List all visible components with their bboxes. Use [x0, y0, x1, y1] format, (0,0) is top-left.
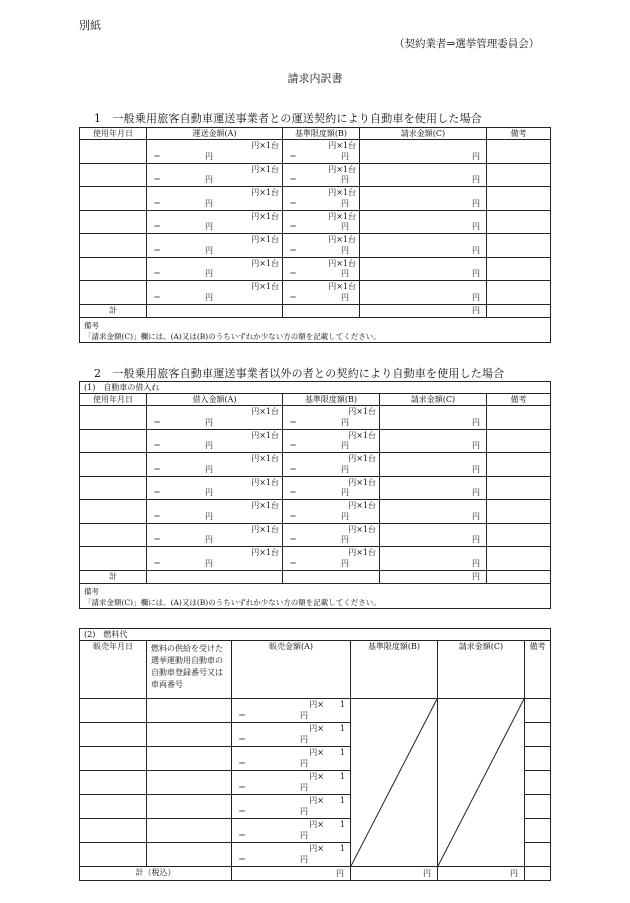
yen-label: 円	[341, 269, 349, 278]
remarks-cell[interactable]	[487, 163, 551, 187]
table-row	[80, 257, 551, 281]
equals-sign: ＝	[289, 441, 297, 450]
rate-label: 円×1台	[348, 407, 376, 416]
equals-sign: ＝	[153, 488, 161, 497]
yen-label: 円	[300, 735, 308, 744]
vehicle-number-cell[interactable]	[147, 699, 232, 723]
remarks-cell[interactable]	[525, 795, 551, 819]
rate-label: 円×1台	[251, 282, 279, 291]
equals-sign: ＝	[289, 488, 297, 497]
header-remarks: 備考	[487, 394, 551, 406]
remarks-cell[interactable]	[525, 843, 551, 867]
rate-label: 円× 1	[309, 772, 345, 781]
rate-label: 円×1台	[328, 282, 356, 291]
yen-label: 円	[205, 175, 213, 184]
equals-sign: ＝	[238, 735, 246, 744]
sale-amount-a-cell[interactable]	[232, 819, 351, 843]
rate-label: 円×1台	[328, 141, 356, 150]
date-cell[interactable]	[80, 187, 147, 211]
total-claim-c[interactable]	[380, 570, 487, 583]
header-remarks: 備考	[525, 641, 551, 699]
date-cell[interactable]	[80, 140, 147, 164]
equals-sign: ＝	[153, 269, 161, 278]
yen-label: 円	[300, 783, 308, 792]
header-limit-b: 基準限度額(B)	[351, 641, 438, 699]
equals-sign: ＝	[153, 175, 161, 184]
equals-sign: ＝	[238, 711, 246, 720]
section1-table	[79, 127, 551, 343]
section1-header-row	[80, 128, 551, 140]
note-title: 備考	[84, 320, 99, 330]
remarks-cell[interactable]	[487, 406, 551, 430]
amount-a-cell[interactable]	[147, 210, 283, 234]
claim-c-cell[interactable]	[360, 163, 487, 187]
yen-label: 円	[205, 245, 213, 255]
claim-c-cell[interactable]	[380, 406, 487, 430]
total-remarks[interactable]	[487, 304, 551, 317]
yen-label: 円	[205, 198, 213, 208]
limit-b-cell[interactable]	[283, 429, 380, 453]
yen-label: 円	[205, 441, 213, 450]
rate-label: 円×1台	[348, 477, 376, 487]
amount-a-cell[interactable]	[147, 523, 283, 547]
rate-label: 円×1台	[251, 211, 279, 221]
amount-a-cell[interactable]	[147, 257, 283, 281]
rate-label: 円×1台	[348, 524, 376, 534]
header-amount-a: 借入金額(A)	[147, 394, 283, 406]
yen-label: 円	[472, 558, 480, 568]
section2-1-label: (1) 自動車の借入れ	[80, 382, 551, 394]
claim-c-cell[interactable]	[380, 453, 487, 477]
equals-sign: ＝	[153, 151, 161, 161]
sale-date-cell[interactable]	[80, 699, 147, 723]
equals-sign: ＝	[153, 441, 161, 450]
equals-sign: ＝	[289, 269, 297, 278]
sale-amount-a-cell[interactable]	[232, 771, 351, 795]
total-row	[80, 570, 551, 583]
yen-label: 円	[423, 869, 431, 878]
remarks-cell[interactable]	[487, 187, 551, 211]
limit-b-cell[interactable]	[283, 234, 360, 258]
section2-2-header-row	[80, 641, 551, 699]
yen-label: 円	[341, 222, 349, 231]
total-remarks[interactable]	[487, 570, 551, 583]
header-vehicle-number: 燃料の供給を受けた選挙運動用自動車の自動車登録番号又は車両番号	[147, 641, 232, 699]
rate-label: 円×1台	[328, 211, 356, 221]
rate-label: 円×1台	[328, 258, 356, 268]
yen-label: 円	[341, 511, 349, 521]
vehicle-number-cell[interactable]	[147, 723, 232, 747]
equals-sign: ＝	[153, 222, 161, 231]
rate-label: 円× 1	[309, 844, 345, 853]
sale-date-cell[interactable]	[80, 723, 147, 747]
header-amount-a: 運送金額(A)	[147, 128, 283, 140]
limit-b-cell[interactable]	[283, 163, 360, 187]
remarks-cell[interactable]	[487, 523, 551, 547]
table-row	[80, 429, 551, 453]
note-title: 備考	[84, 586, 99, 596]
yen-label: 円	[300, 807, 308, 816]
yen-label: 円	[205, 488, 213, 497]
rate-label: 円×1台	[251, 501, 279, 510]
limit-b-cell[interactable]	[283, 406, 380, 430]
limit-b-cell[interactable]	[283, 523, 380, 547]
total-label: 計	[80, 570, 147, 583]
rate-label: 円×1台	[348, 454, 376, 463]
amount-a-cell[interactable]	[147, 476, 283, 500]
yen-label: 円	[472, 464, 480, 474]
remarks-cell[interactable]	[525, 819, 551, 843]
section2-1-header-row	[80, 394, 551, 406]
equals-sign: ＝	[289, 511, 297, 521]
yen-label: 円	[341, 151, 349, 161]
sale-date-cell[interactable]	[80, 747, 147, 771]
yen-label: 円	[341, 441, 349, 450]
yen-label: 円	[472, 245, 480, 255]
remarks-cell[interactable]	[525, 771, 551, 795]
rate-label: 円×1台	[348, 430, 376, 440]
total-claim-c[interactable]	[360, 304, 487, 317]
yen-label: 円	[300, 711, 308, 720]
equals-sign: ＝	[238, 759, 246, 768]
claim-c-cell[interactable]	[360, 234, 487, 258]
sale-date-cell[interactable]	[80, 843, 147, 867]
section2-2-table	[79, 628, 551, 881]
yen-label: 円	[472, 292, 480, 302]
rate-label: 円×1台	[328, 235, 356, 244]
section2-2-label: (2) 燃料代	[80, 629, 551, 641]
equals-sign: ＝	[289, 535, 297, 544]
rate-label: 円×1台	[251, 235, 279, 244]
equals-sign: ＝	[153, 558, 161, 568]
equals-sign: ＝	[238, 783, 246, 792]
vehicle-number-cell[interactable]	[147, 843, 232, 867]
yen-label: 円	[341, 198, 349, 208]
table-row	[80, 187, 551, 211]
limit-b-cell[interactable]	[283, 257, 360, 281]
total-claim-c[interactable]	[438, 867, 525, 881]
date-cell[interactable]	[80, 523, 147, 547]
yen-label: 円	[472, 488, 480, 497]
equals-sign: ＝	[153, 417, 161, 427]
yen-label: 円	[472, 151, 480, 161]
section1-title: 1 一般乗用旅客自動車運送事業者との運送契約により自動車を使用した場合	[94, 112, 482, 125]
equals-sign: ＝	[289, 151, 297, 161]
header-limit-b: 基準限度額(B)	[283, 128, 360, 140]
header-date: 使用年月日	[80, 394, 147, 406]
amount-a-cell[interactable]	[147, 429, 283, 453]
vehicle-number-cell[interactable]	[147, 747, 232, 771]
remarks-cell[interactable]	[487, 476, 551, 500]
yen-label: 円	[205, 464, 213, 474]
rate-label: 円×1台	[251, 548, 279, 557]
table-row	[80, 163, 551, 187]
yen-label: 円	[341, 175, 349, 184]
amount-a-cell[interactable]	[147, 281, 283, 305]
total-limit-b[interactable]	[283, 304, 360, 317]
vehicle-number-cell[interactable]	[147, 795, 232, 819]
note-row	[80, 583, 551, 608]
limit-b-diagonal-cell	[351, 699, 438, 867]
amount-a-cell[interactable]	[147, 163, 283, 187]
total-row	[80, 867, 551, 881]
remarks-cell[interactable]	[487, 234, 551, 258]
rate-label: 円× 1	[309, 700, 345, 709]
yen-label: 円	[341, 417, 349, 427]
remarks-cell[interactable]	[525, 723, 551, 747]
diagonal-strike	[351, 699, 437, 866]
yen-label: 円	[341, 292, 349, 302]
equals-sign: ＝	[238, 831, 246, 840]
rate-label: 円× 1	[309, 748, 345, 757]
rate-label: 円×1台	[251, 141, 279, 150]
vehicle-number-cell[interactable]	[147, 819, 232, 843]
yen-label: 円	[341, 488, 349, 497]
sale-date-cell[interactable]	[80, 819, 147, 843]
yen-label: 円	[472, 441, 480, 450]
total-row	[80, 304, 551, 317]
equals-sign: ＝	[289, 292, 297, 302]
total-amount-a[interactable]	[147, 570, 283, 583]
date-cell[interactable]	[80, 429, 147, 453]
total-limit-b[interactable]	[283, 570, 380, 583]
remarks-cell[interactable]	[525, 699, 551, 723]
remarks-cell[interactable]	[487, 281, 551, 305]
claim-c-cell[interactable]	[360, 281, 487, 305]
claim-c-cell[interactable]	[380, 523, 487, 547]
header-date: 使用年月日	[80, 128, 147, 140]
header-sale-amount-a: 販売金額(A)	[232, 641, 351, 699]
document-title: 請求内訳書	[287, 72, 343, 85]
limit-b-cell[interactable]	[283, 140, 360, 164]
yen-label: 円	[205, 292, 213, 302]
amount-a-cell[interactable]	[147, 453, 283, 477]
sale-amount-a-cell[interactable]	[232, 843, 351, 867]
equals-sign: ＝	[153, 464, 161, 474]
equals-sign: ＝	[289, 198, 297, 208]
rate-label: 円×1台	[251, 477, 279, 487]
equals-sign: ＝	[289, 464, 297, 474]
limit-b-cell[interactable]	[283, 476, 380, 500]
rate-label: 円×1台	[251, 524, 279, 534]
date-cell[interactable]	[80, 257, 147, 281]
rate-label: 円×1台	[251, 188, 279, 197]
note-cell	[80, 317, 551, 342]
table-row	[80, 453, 551, 477]
yen-label: 円	[300, 759, 308, 768]
yen-label: 円	[205, 535, 213, 544]
claim-c-cell[interactable]	[380, 500, 487, 524]
header-claim-c: 請求金額(C)	[360, 128, 487, 140]
note-cell	[80, 583, 551, 608]
limit-b-cell[interactable]	[283, 453, 380, 477]
rate-label: 円×1台	[348, 548, 376, 557]
note-text: 「請求金額(C)」欄には、(A)又は(B)のうちいずれか少ない方の額を記載してください。	[84, 597, 381, 607]
limit-b-cell[interactable]	[283, 547, 380, 571]
table-row	[80, 234, 551, 258]
diagonal-strike	[438, 699, 524, 866]
rate-label: 円×1台	[251, 164, 279, 174]
amount-a-cell[interactable]	[147, 406, 283, 430]
equals-sign: ＝	[153, 198, 161, 208]
total-limit-b[interactable]	[351, 867, 438, 881]
yen-label: 円	[472, 535, 480, 544]
yen-label: 円	[472, 198, 480, 208]
total-amount-a[interactable]	[147, 304, 283, 317]
yen-label: 円	[205, 151, 213, 161]
section2-1-table	[79, 381, 551, 609]
claim-c-cell[interactable]	[380, 476, 487, 500]
limit-b-cell[interactable]	[283, 210, 360, 234]
equals-sign: ＝	[289, 222, 297, 231]
sale-amount-a-cell[interactable]	[232, 747, 351, 771]
party-direction: （契約業者⇒選挙管理委員会）	[394, 38, 540, 50]
yen-label: 円	[472, 417, 480, 427]
total-label: 計	[80, 304, 147, 317]
sale-date-cell[interactable]	[80, 771, 147, 795]
table-row	[80, 140, 551, 164]
header-remarks: 備考	[487, 128, 551, 140]
limit-b-cell[interactable]	[283, 187, 360, 211]
table-row	[80, 523, 551, 547]
yen-label: 円	[341, 464, 349, 474]
yen-label: 円	[205, 558, 213, 568]
equals-sign: ＝	[289, 245, 297, 255]
equals-sign: ＝	[153, 511, 161, 521]
limit-b-cell[interactable]	[283, 281, 360, 305]
note-text: 「請求金額(C)」欄には、(A)又は(B)のうちいずれか少ない方の額を記載してください。	[84, 331, 381, 341]
date-cell[interactable]	[80, 547, 147, 571]
remarks-cell[interactable]	[487, 429, 551, 453]
remarks-cell[interactable]	[525, 747, 551, 771]
total-sale-amount-a[interactable]	[232, 867, 351, 881]
yen-label: 円	[341, 558, 349, 568]
yen-label: 円	[510, 869, 518, 878]
yen-label: 円	[472, 571, 480, 581]
sale-amount-a-cell[interactable]	[232, 723, 351, 747]
claim-c-cell[interactable]	[360, 210, 487, 234]
claim-c-cell[interactable]	[360, 257, 487, 281]
note-row	[80, 317, 551, 342]
remarks-cell[interactable]	[487, 210, 551, 234]
table-row	[80, 210, 551, 234]
yen-label: 円	[205, 511, 213, 521]
yen-label: 円	[205, 222, 213, 231]
equals-sign: ＝	[238, 807, 246, 816]
yen-label: 円	[472, 269, 480, 278]
yen-label: 円	[472, 222, 480, 231]
date-cell[interactable]	[80, 476, 147, 500]
equals-sign: ＝	[153, 245, 161, 255]
page-tag: 別紙	[79, 19, 101, 32]
amount-a-cell[interactable]	[147, 234, 283, 258]
rate-label: 円×1台	[251, 454, 279, 463]
equals-sign: ＝	[153, 292, 161, 302]
remarks-cell[interactable]	[487, 453, 551, 477]
date-cell[interactable]	[80, 234, 147, 258]
limit-b-cell[interactable]	[283, 500, 380, 524]
equals-sign: ＝	[289, 175, 297, 184]
table-row	[80, 281, 551, 305]
header-limit-b: 基準限度額(B)	[283, 394, 380, 406]
rate-label: 円× 1	[309, 820, 345, 829]
equals-sign: ＝	[289, 558, 297, 568]
sale-amount-a-cell[interactable]	[232, 795, 351, 819]
table-row	[80, 406, 551, 430]
amount-a-cell[interactable]	[147, 547, 283, 571]
claim-c-cell[interactable]	[360, 140, 487, 164]
yen-label: 円	[300, 855, 308, 864]
date-cell[interactable]	[80, 210, 147, 234]
total-label: 計（税込）	[80, 867, 232, 881]
amount-a-cell[interactable]	[147, 500, 283, 524]
claim-c-cell[interactable]	[380, 547, 487, 571]
yen-label: 円	[205, 417, 213, 427]
rate-label: 円×1台	[348, 501, 376, 510]
table-row	[80, 699, 551, 723]
date-cell[interactable]	[80, 281, 147, 305]
equals-sign: ＝	[153, 535, 161, 544]
yen-label: 円	[336, 869, 344, 878]
yen-label: 円	[205, 269, 213, 278]
equals-sign: ＝	[238, 855, 246, 864]
equals-sign: ＝	[289, 417, 297, 427]
yen-label: 円	[472, 305, 480, 315]
amount-a-cell[interactable]	[147, 187, 283, 211]
rate-label: 円× 1	[309, 796, 345, 805]
yen-label: 円	[472, 175, 480, 184]
vehicle-number-cell[interactable]	[147, 771, 232, 795]
header-claim-c: 請求金額(C)	[380, 394, 487, 406]
remarks-cell[interactable]	[487, 547, 551, 571]
table-row	[80, 500, 551, 524]
yen-label: 円	[300, 831, 308, 840]
table-row	[80, 476, 551, 500]
remarks-cell[interactable]	[487, 140, 551, 164]
remarks-cell[interactable]	[487, 257, 551, 281]
claim-c-cell[interactable]	[360, 187, 487, 211]
date-cell[interactable]	[80, 453, 147, 477]
date-cell[interactable]	[80, 500, 147, 524]
yen-label: 円	[341, 535, 349, 544]
header-claim-c: 請求金額(C)	[438, 641, 525, 699]
rate-label: 円×1台	[251, 407, 279, 416]
claim-c-diagonal-cell	[438, 699, 525, 867]
date-cell[interactable]	[80, 163, 147, 187]
claim-c-cell[interactable]	[380, 429, 487, 453]
date-cell[interactable]	[80, 406, 147, 430]
rate-label: 円×1台	[251, 430, 279, 440]
header-sale-date: 販売年月日	[80, 641, 147, 699]
rate-label: 円× 1	[309, 724, 345, 733]
section2-title: 2 一般乗用旅客自動車運送事業者以外の者との契約により自動車を使用した場合	[94, 367, 505, 380]
sale-amount-a-cell[interactable]	[232, 699, 351, 723]
total-remarks[interactable]	[525, 867, 551, 881]
table-row	[80, 547, 551, 571]
amount-a-cell[interactable]	[147, 140, 283, 164]
rate-label: 円×1台	[328, 188, 356, 197]
yen-label: 円	[472, 511, 480, 521]
sale-date-cell[interactable]	[80, 795, 147, 819]
remarks-cell[interactable]	[487, 500, 551, 524]
rate-label: 円×1台	[328, 164, 356, 174]
rate-label: 円×1台	[251, 258, 279, 268]
yen-label: 円	[341, 245, 349, 255]
